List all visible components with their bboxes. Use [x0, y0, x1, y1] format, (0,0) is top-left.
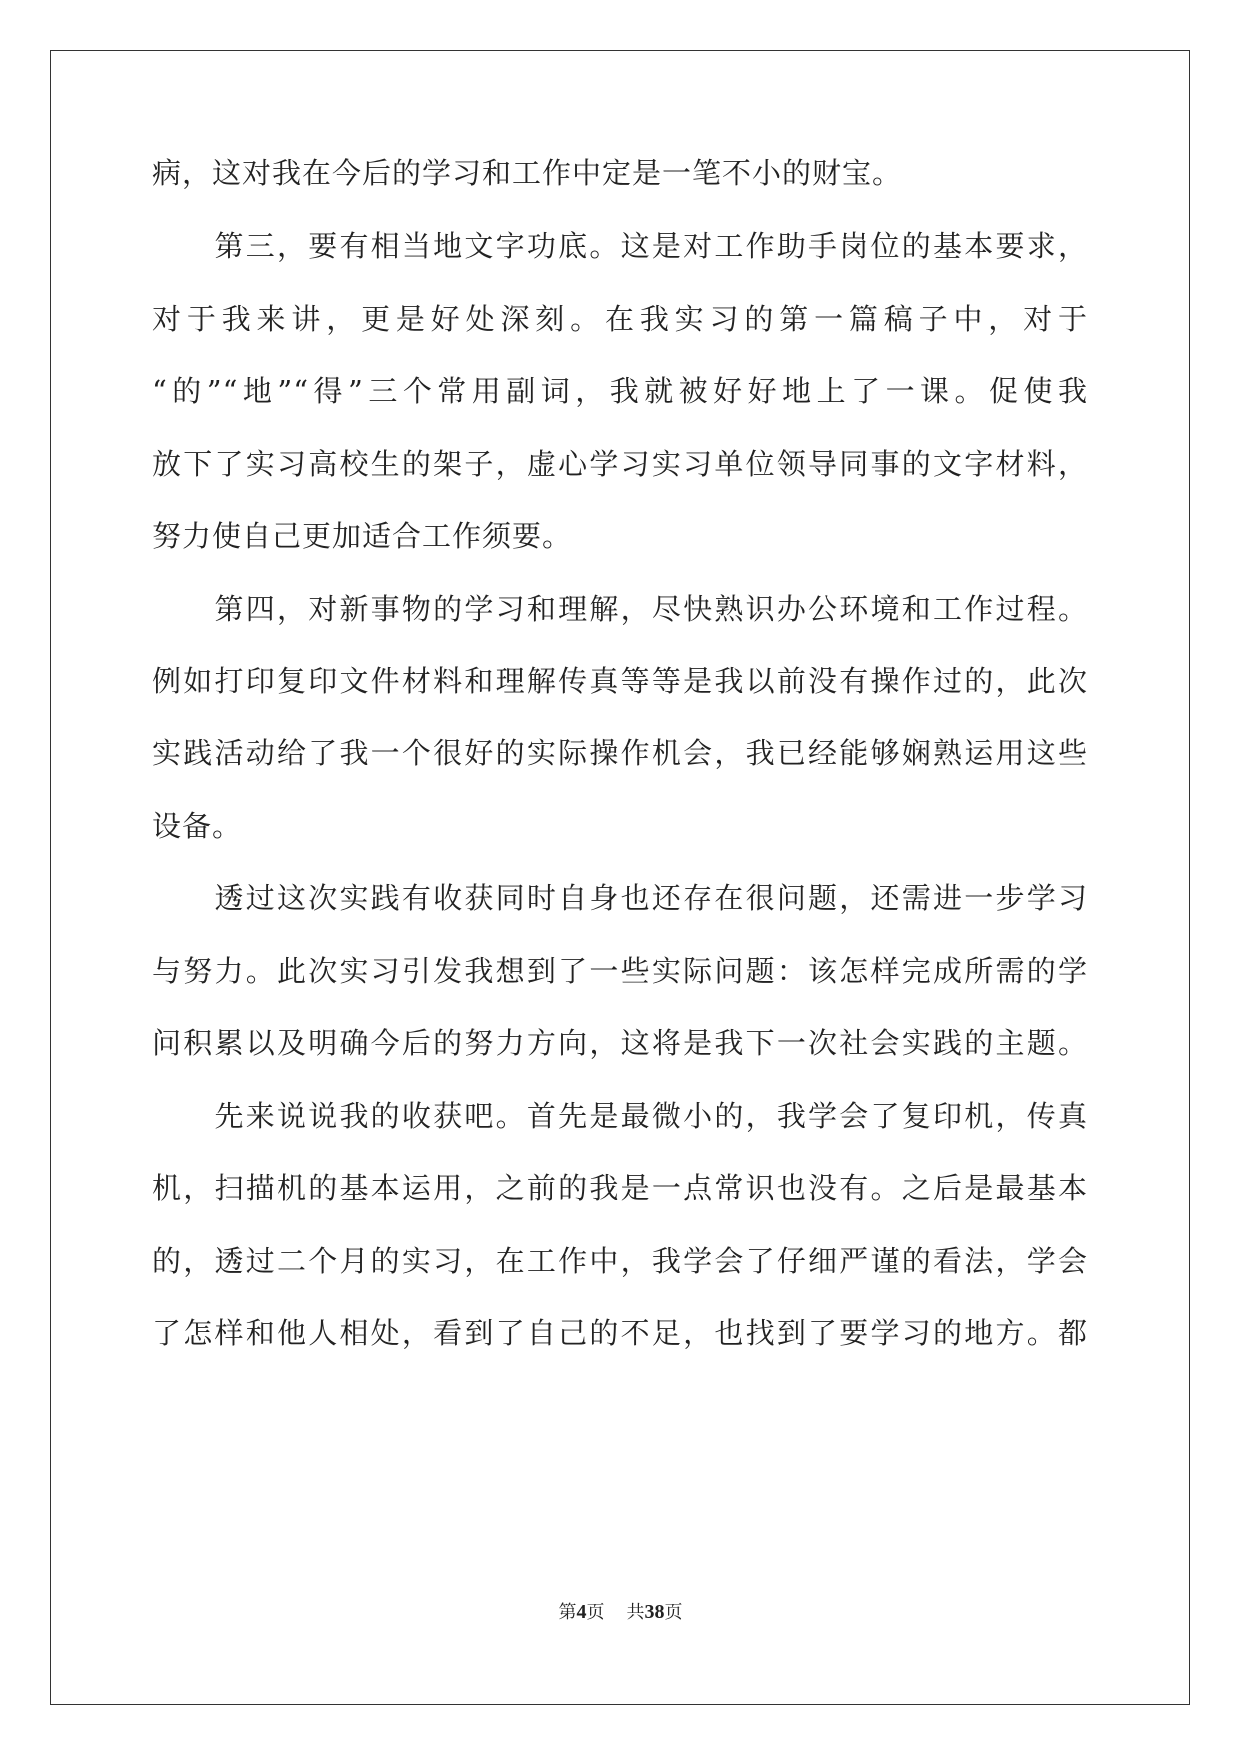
text-line: 努力使自己更加适合工作须要。	[152, 519, 573, 553]
footer-total-prefix: 共	[626, 1602, 645, 1623]
text-line: 透过这次实践有收获同时自身也还存在很问题，还需进一步学习	[152, 881, 1088, 915]
text-line: 第四，对新事物的学习和理解，尽快熟识办公环境和工作过程。	[152, 592, 1088, 626]
text-line: 的，透过二个月的实习，在工作中，我学会了仔细严谨的看法，学会	[152, 1244, 1088, 1278]
text-line: “的”“地”“得”三个常用副词，我就被好好地上了一课。促使我	[152, 374, 1088, 408]
text-line: 机，扫描机的基本运用，之前的我是一点常识也没有。之后是最基本	[152, 1171, 1088, 1205]
text-line: 放下了实习高校生的架子，虚心学习实习单位领导同事的文字材料，	[152, 447, 1088, 481]
footer-prefix: 第	[558, 1602, 577, 1623]
text-line: 实践活动给了我一个很好的实际操作机会，我已经能够娴熟运用这些	[152, 736, 1088, 770]
text-line: 与努力。此次实习引发我想到了一些实际问题：该怎样完成所需的学	[152, 954, 1088, 988]
text-line: 第三，要有相当地文字功底。这是对工作助手岗位的基本要求，	[152, 229, 1088, 263]
page-footer	[0, 1598, 1241, 1624]
text-line: 设备。	[152, 809, 243, 843]
total-pages: 38	[644, 1601, 665, 1623]
text-line: 了怎样和他人相处，看到了自己的不足，也找到了要学习的地方。都	[152, 1316, 1088, 1350]
page-number: 4	[576, 1601, 587, 1623]
text-line: 对于我来讲，更是好处深刻。在我实习的第一篇稿子中，对于	[152, 302, 1088, 336]
text-line: 例如打印复印文件材料和理解传真等等是我以前没有操作过的，此次	[152, 664, 1088, 698]
text-line: 先来说说我的收获吧。首先是最微小的，我学会了复印机，传真	[152, 1099, 1088, 1133]
footer-page-suffix: 页	[586, 1602, 605, 1623]
text-line: 病，这对我在今后的学习和工作中定是一笔不小的财宝。	[152, 156, 903, 190]
text-line: 问积累以及明确今后的努力方向，这将是我下一次社会实践的主题。	[152, 1026, 1088, 1060]
footer-total-suffix: 页	[664, 1602, 683, 1623]
